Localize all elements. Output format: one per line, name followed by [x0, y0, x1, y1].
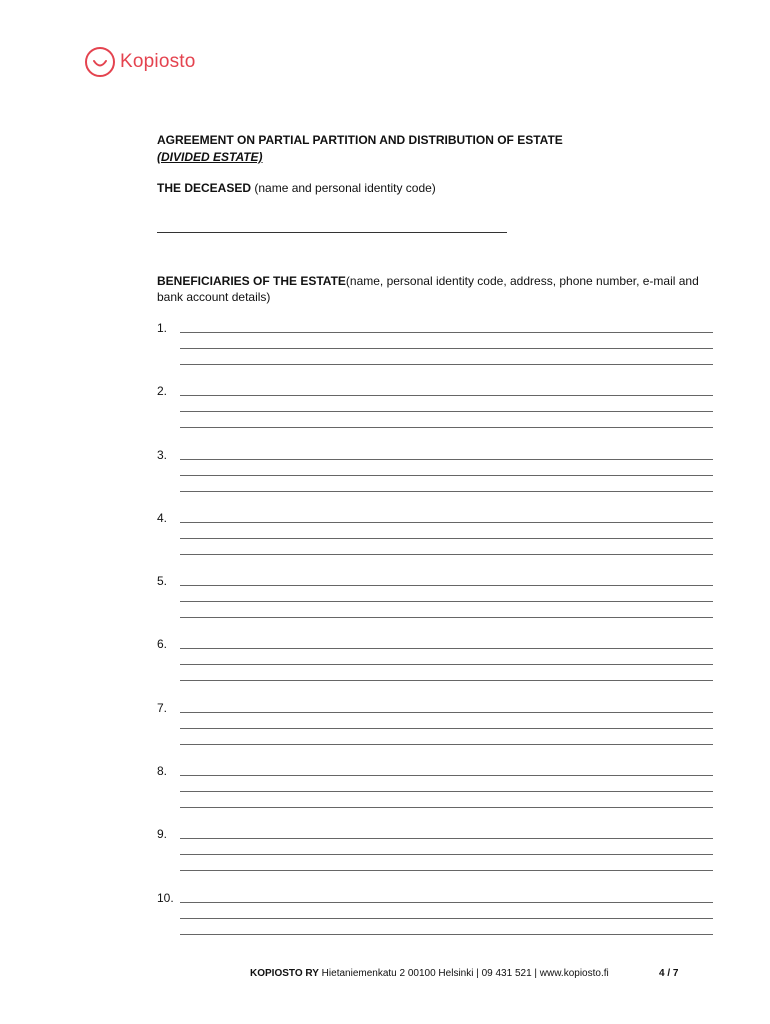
fill-line[interactable] [180, 427, 713, 428]
beneficiaries-label: BENEFICIARIES OF THE ESTATE [157, 274, 346, 288]
logo-text: Kopiosto [120, 51, 196, 72]
fill-line[interactable] [180, 364, 713, 365]
fill-line[interactable] [180, 395, 713, 396]
fill-line[interactable] [180, 491, 713, 492]
beneficiary-number: 3. [157, 447, 168, 462]
beneficiary-number: 9. [157, 827, 168, 842]
beneficiary-fill-lines [180, 764, 713, 808]
fill-line[interactable] [180, 680, 713, 681]
document-title: AGREEMENT ON PARTIAL PARTITION AND DISTRIBUTION OF ESTATE [157, 133, 563, 147]
beneficiary-entry [157, 637, 713, 700]
fill-line[interactable] [180, 918, 713, 919]
beneficiary-fill-lines [180, 637, 713, 681]
fill-line[interactable] [180, 617, 713, 618]
beneficiary-fill-lines [180, 891, 713, 935]
fill-line[interactable] [180, 854, 713, 855]
fill-line[interactable] [180, 744, 713, 745]
beneficiary-number: 8. [157, 764, 168, 779]
fill-line[interactable] [180, 648, 713, 649]
footer-details: Hietaniemenkatu 2 00100 Helsinki | 09 431 521 | www.kopiosto.fi [318, 968, 609, 979]
fill-line[interactable] [180, 554, 713, 555]
beneficiary-entry [157, 448, 713, 511]
beneficiary-fill-lines [180, 448, 713, 492]
kopiosto-logo [84, 46, 196, 78]
fill-line[interactable] [180, 728, 713, 729]
beneficiary-entry [157, 384, 713, 447]
fill-line[interactable] [180, 838, 713, 839]
beneficiary-number: 5. [157, 574, 168, 589]
beneficiary-entry [157, 511, 713, 574]
fill-line[interactable] [180, 348, 713, 349]
fill-line[interactable] [180, 538, 713, 539]
beneficiary-entry [157, 827, 713, 890]
beneficiary-number: 6. [157, 637, 168, 652]
fill-line[interactable] [180, 411, 713, 412]
beneficiary-fill-lines [180, 574, 713, 618]
beneficiary-entry [157, 321, 713, 384]
beneficiary-entry [157, 701, 713, 764]
fill-line[interactable] [180, 332, 713, 333]
deceased-heading [157, 180, 713, 196]
deceased-note: (name and personal identity code) [251, 181, 436, 195]
fill-line[interactable] [180, 585, 713, 586]
beneficiaries-heading [157, 273, 713, 305]
beneficiary-entry [157, 764, 713, 827]
fill-line[interactable] [180, 459, 713, 460]
fill-line[interactable] [180, 791, 713, 792]
document-body [157, 133, 713, 954]
fill-line[interactable] [180, 775, 713, 776]
beneficiary-entry [157, 891, 713, 954]
footer-org: KOPIOSTO RY [250, 968, 319, 979]
beneficiary-fill-lines [180, 827, 713, 871]
deceased-label: THE DECEASED [157, 181, 252, 195]
beneficiary-number: 4. [157, 510, 168, 525]
beneficiary-number: 2. [157, 384, 168, 399]
beneficiary-number: 10. [157, 890, 174, 905]
smile-logo-icon [84, 46, 116, 78]
deceased-fill-line[interactable] [157, 222, 507, 233]
footer [250, 968, 609, 979]
fill-line[interactable] [180, 902, 713, 903]
beneficiary-entry [157, 574, 713, 637]
beneficiary-fill-lines [180, 321, 713, 365]
fill-line[interactable] [180, 870, 713, 871]
fill-line[interactable] [180, 712, 713, 713]
fill-line[interactable] [180, 807, 713, 808]
document-subtitle: (DIVIDED ESTATE) [157, 150, 263, 164]
fill-line[interactable] [180, 601, 713, 602]
beneficiary-number: 7. [157, 700, 168, 715]
fill-line[interactable] [180, 475, 713, 476]
beneficiary-number: 1. [157, 321, 168, 335]
beneficiary-fill-lines [180, 701, 713, 745]
beneficiary-list [157, 321, 713, 954]
beneficiary-fill-lines [180, 384, 713, 428]
fill-line[interactable] [180, 522, 713, 523]
beneficiary-fill-lines [180, 511, 713, 555]
page-number: 4 / 7 [659, 968, 679, 979]
beneficiaries-note: (name, personal identity code, address, phone number, e-mail and bank account details) [157, 274, 699, 304]
fill-line[interactable] [180, 664, 713, 665]
fill-line[interactable] [180, 934, 713, 935]
